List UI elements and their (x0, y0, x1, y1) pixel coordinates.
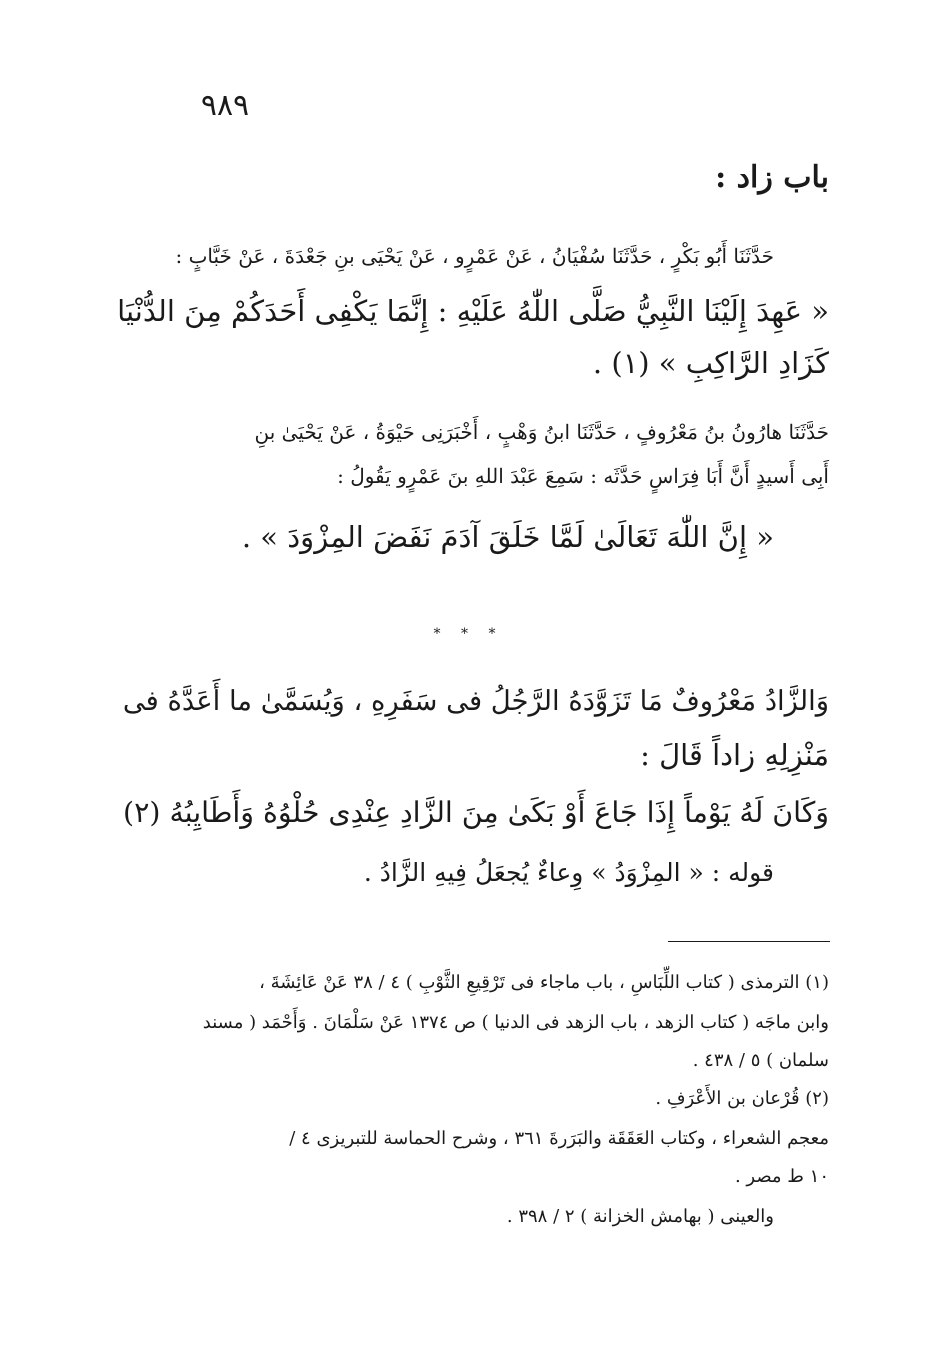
footnote2-line4: والعينى ( بهامش الخزانة ) ٢ / ٣٩٨ . (506, 1206, 774, 1227)
footnote2-line1: (٢) قُرْعان بن الأَعْرَفِ . (655, 1088, 829, 1109)
hadith2-isnad-line1: حَدَّثَنَا هارُونُ بنُ مَعْرُوفٍ ، حَدَّثَنَا ابنُ وَهْبٍ ، أَخْبَرَنِى حَيْوَةُ ، عَنْ يَحْيَىٰ بنِ (254, 420, 829, 444)
footnote-divider (668, 941, 830, 942)
page-number: ٩٨٩ (200, 88, 250, 123)
poetry-verse: وَكَانَ لَهُ يَوْماً إِذَا جَاعَ أَوْ بَكَىٰ مِنَ الزَّادِ عِنْدِى حُلْوُهُ وَأَطَايِبُهُ (٢) (123, 796, 829, 829)
hadith2-isnad-line2: أَبِى أَسيدٍ أَنَّ أَبَا فِرَاسٍ حَدَّثَه : سَمِعَ عَبْدَ اللهِ بنَ عَمْرٍو يَقُولُ : (337, 464, 829, 488)
commentary-line1: وَالزَّادُ مَعْرُوفٌ مَا تَزَوَّدَهُ الرَّجُلُ فى سَفَرِهِ ، وَيُسَمَّىٰ ما أَعَدَّهُ فى (122, 686, 829, 717)
word-gloss: قوله : « المِزْوَدُ » وِعاءٌ يُجعَلُ فِيهِ الزَّادُ . (363, 858, 774, 887)
commentary-line2: مَنْزِلِهِ زاداً قَالَ : (640, 738, 829, 772)
hadith2-matn: « إِنَّ اللّٰهَ تَعَالَىٰ لَمَّا خَلَقَ آدَمَ نَفَضَ المِزْوَدَ » . (241, 520, 774, 554)
hadith1-matn-line2: كَزَادِ الرَّاكِبِ » (١) . (592, 346, 829, 380)
hadith1-isnad: حَدَّثَنَا أَبُو بَكْرٍ ، حَدَّثَنَا سُفْيَانُ ، عَنْ عَمْرٍو ، عَنْ يَحْيَى بنِ جَعْدَةَ ، عَنْ خَبَّابٍ : (175, 244, 774, 268)
footnote2-line2: معجم الشعراء ، وكتاب العَقَقَة والبَرَرةَ ٣٦١ ، وشرح الحماسة للتبريزى ٤ / (289, 1128, 829, 1149)
hadith1-matn-line1: « عَهِدَ إِلَيْنَا النَّبِيُّ صَلَّى اللّٰهُ عَلَيْهِ : إِنَّمَا يَكْفِى أَحَدَكُمْ مِنَ الدُّنْيَا (117, 294, 829, 328)
footnote2-line3: ١٠ ط مصر . (734, 1166, 829, 1187)
footnote1-line2: وابن ماجَه ( كتاب الزهد ، باب الزهد فى الدنيا ) ص ١٣٧٤ عَنْ سَلْمَانَ . وَأَحْمَد ( مسند (202, 1012, 829, 1033)
section-separator: * * * (433, 626, 504, 642)
footnote1-line3: سلمان ) ٥ / ٤٣٨ . (692, 1050, 829, 1071)
footnote1-line1: (١) الترمذى ( كتاب اللِّبَاسِ ، باب ماجاء فى تَرْقِيعِ الثَّوْبِ ) ٤ / ٣٨ عَنْ عَائِشَةَ ، (259, 972, 829, 993)
chapter-heading: باب زاد : (715, 160, 829, 195)
